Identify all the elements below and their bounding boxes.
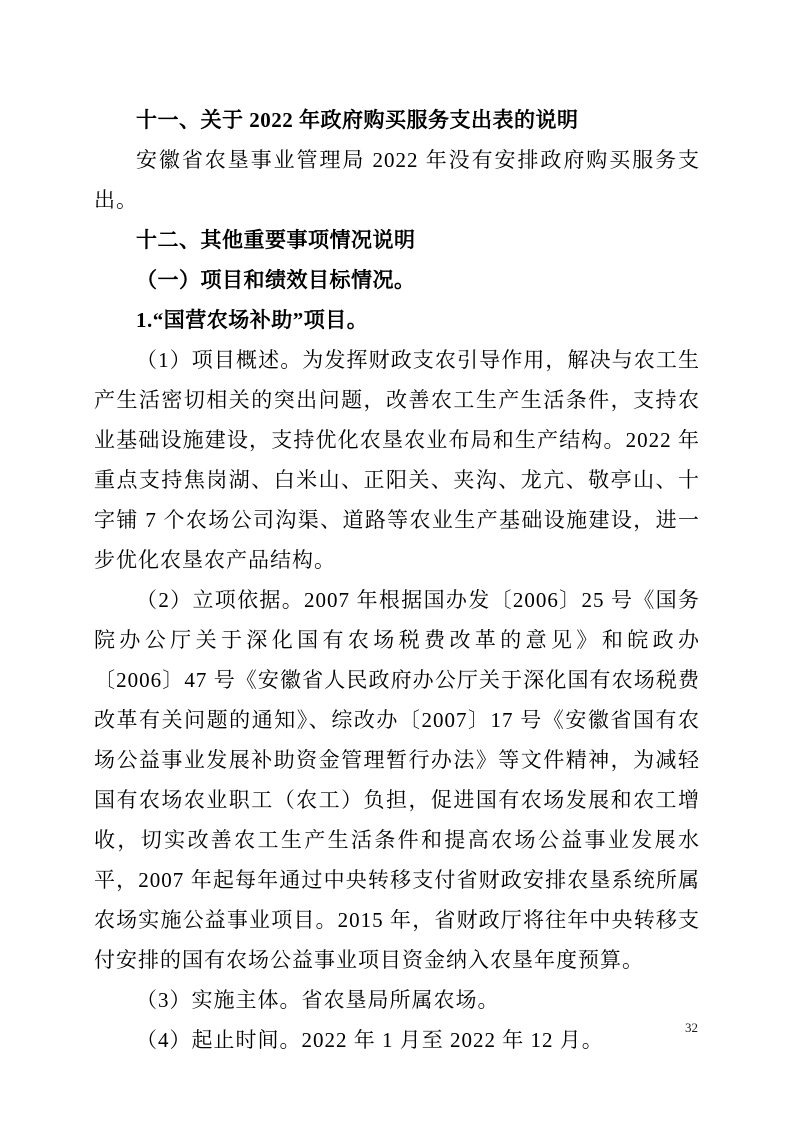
subsection-heading-project-performance: （一）项目和绩效目标情况。	[136, 268, 416, 292]
section-heading-eleven: 十一、关于 2022 年政府购买服务支出表的说明	[136, 108, 579, 132]
section-heading-twelve: 十二、其他重要事项情况说明	[136, 228, 416, 252]
para-no-gov-purchase-expenditure: 安徽省农垦事业管理局 2022 年没有安排政府购买服务支出。	[94, 148, 700, 212]
para-implementation-body: （3）实施主体。省农垦局所属农场。	[136, 988, 500, 1012]
page-number: 32	[685, 1020, 698, 1035]
para-project-time-period: （4）起止时间。2022 年 1 月至 2022 年 12 月。	[136, 1028, 604, 1052]
item-heading-state-farm-subsidy-project: 1.“国营农场补助”项目。	[136, 308, 369, 332]
para-project-overview: （1）项目概述。为发挥财政支农引导作用，解决与农工生产生活密切相关的突出问题，改善农工生产生活条件，支持农业基础设施建设，支持优化农垦农业布局和生产结构。2022 年重点支持焦岗湖、白米山、正阳关、夹沟、龙亢、敬亭山、十字铺 7 个农场公司沟渠、道路等农业生产基础设施建设，进一步优化农垦农产品结构。	[94, 348, 700, 572]
para-project-approval-basis: （2）立项依据。2007 年根据国办发〔2006〕25 号《国务院办公厅关于深化国有农场税费改革的意见》和皖政办〔2006〕47 号《安徽省人民政府办公厅关于深化国有农场税费改革有关问题的通知》、综改办〔2007〕17 号《安徽省国有农场公益事业发展补助资金管理暂行办法》等文件精神，为减轻国有农场农业职工（农工）负担，促进国有农场发展和农工增收，切实改善农工生产生活条件和提高农场公益事业发展水平，2007 年起每年通过中央转移支付省财政安排农垦系统所属农场实施公益事业项目。2015 年，省财政厅将往年中央转移支付安排的国有农场公益事业项目资金纳入农垦年度预算。	[94, 588, 700, 972]
